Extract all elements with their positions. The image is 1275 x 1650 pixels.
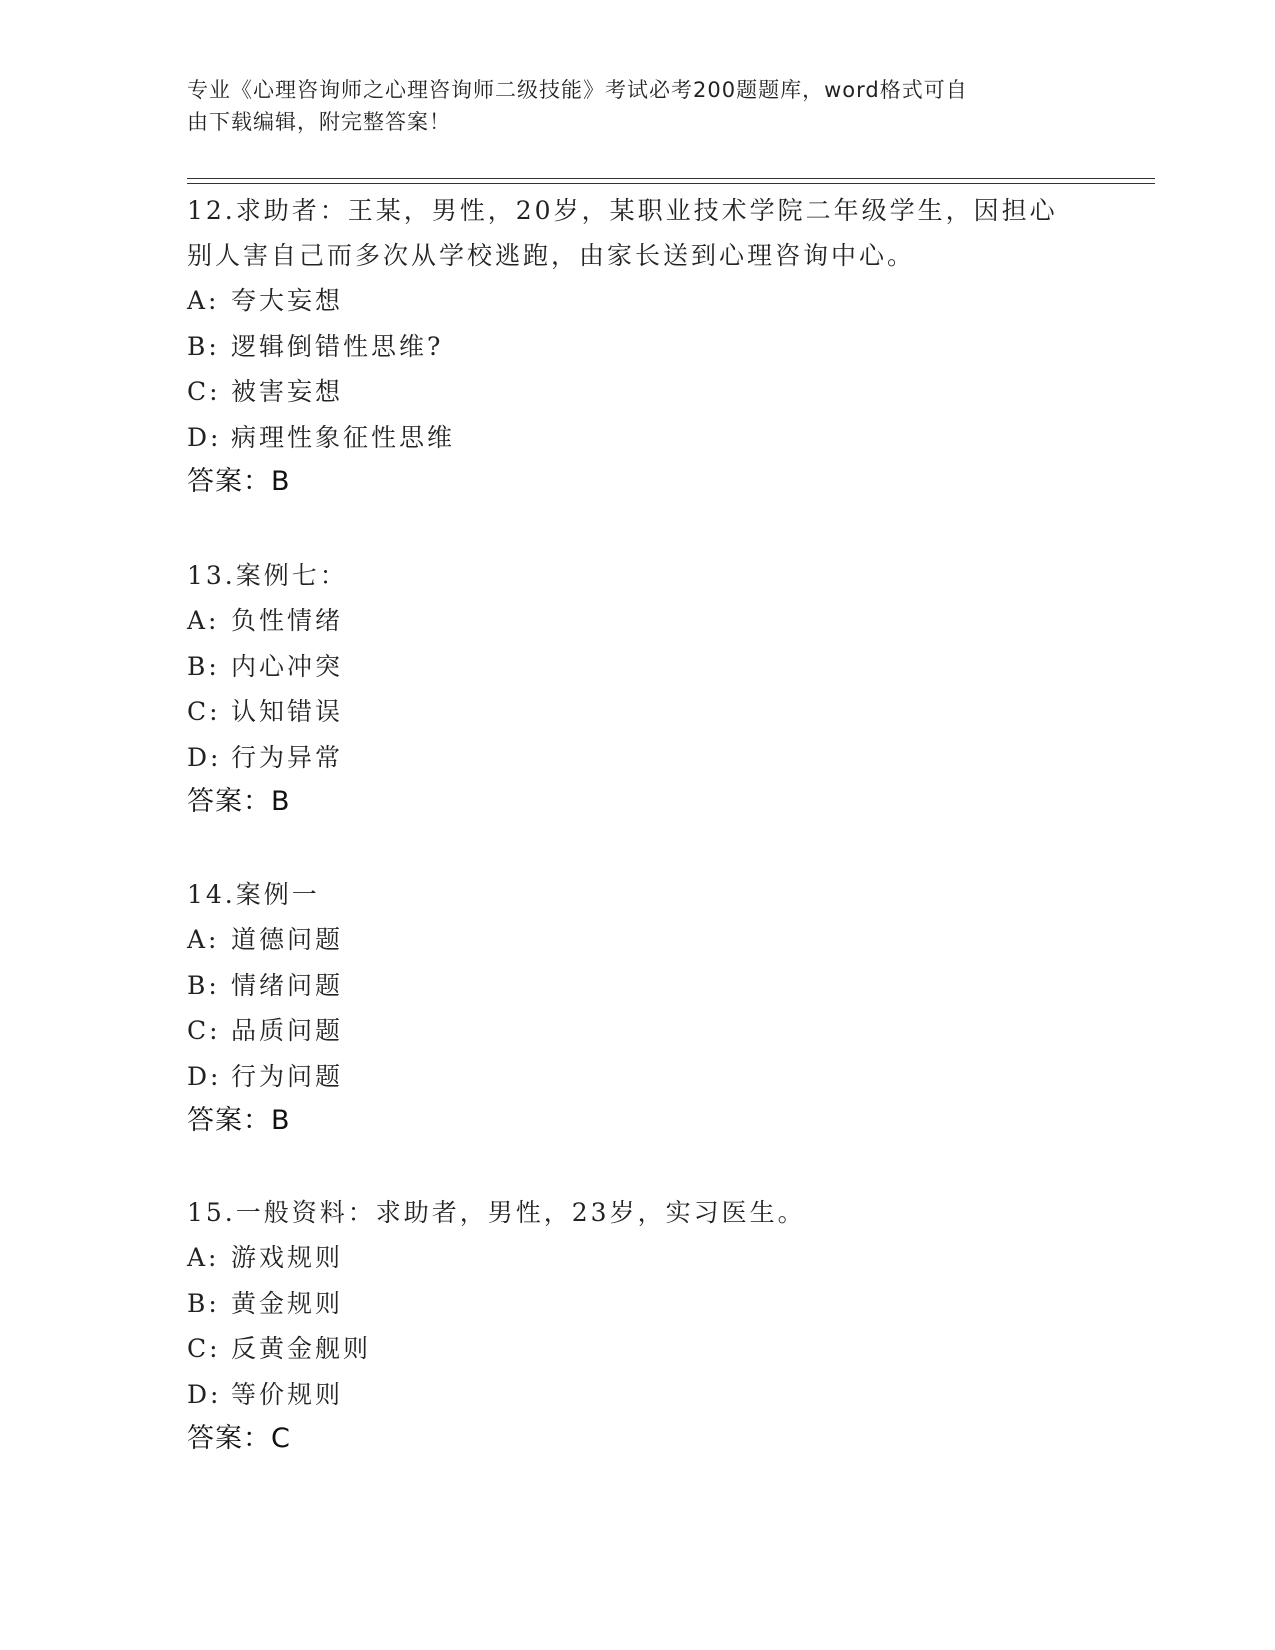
option-key: D: (187, 742, 222, 772)
option-text: 夸大妄想 (231, 286, 344, 315)
option-key: A: (187, 925, 220, 954)
option-key: B: (187, 651, 220, 681)
option-key: C: (187, 1334, 221, 1363)
option-a (187, 278, 1087, 324)
answer-line: 答案：B (187, 786, 291, 817)
header-divider-top (187, 178, 1155, 179)
answer-line: 答案：B (187, 466, 291, 497)
option-c (187, 1326, 1087, 1372)
answer-line: 答案：B (187, 1105, 291, 1136)
option-key: B: (187, 331, 220, 361)
option-d (187, 1054, 1087, 1100)
option-text: 被害妄想 (231, 377, 344, 406)
header-line-1: 专业《心理咨询师之心理咨询师二级技能》考试必考200题题库，word格式可自 (187, 78, 968, 102)
question-stem-line-1: 13.案例七： (187, 561, 348, 590)
question-15 (187, 1190, 1087, 1461)
option-text: 认知错误 (231, 697, 344, 726)
question-13 (187, 553, 1087, 824)
option-key: D: (187, 1379, 222, 1409)
option-d (187, 415, 1087, 461)
option-text: 行为问题 (231, 1061, 344, 1091)
question-stem-line-1: 15.一般资料：求助者，男性，23岁，实习医生。 (187, 1198, 806, 1227)
option-text: 内心冲突 (231, 651, 344, 681)
option-key: D: (187, 422, 222, 452)
option-key: B: (187, 1288, 220, 1318)
option-key: C: (187, 697, 221, 726)
option-text: 负性情绪 (231, 606, 344, 635)
question-stem (187, 872, 1087, 917)
option-a (187, 917, 1087, 963)
document-header (187, 74, 1077, 138)
option-text: 品质问题 (231, 1016, 344, 1045)
option-c (187, 689, 1087, 735)
option-text: 逻辑倒错性思维? (231, 331, 444, 361)
option-text: 道德问题 (231, 925, 344, 954)
header-divider-bottom (187, 183, 1155, 184)
option-key: C: (187, 1016, 221, 1045)
option-d (187, 735, 1087, 781)
option-text: 游戏规则 (231, 1243, 344, 1272)
option-text: 情绪问题 (231, 970, 344, 1000)
option-b (187, 1281, 1087, 1327)
question-stem (187, 1190, 1087, 1235)
question-14 (187, 872, 1087, 1143)
option-a (187, 598, 1087, 644)
option-b (187, 963, 1087, 1009)
option-d (187, 1372, 1087, 1418)
option-c (187, 369, 1087, 415)
question-stem (187, 553, 1087, 598)
option-b (187, 324, 1087, 370)
option-text: 病理性象征性思维 (231, 422, 456, 452)
question-stem-line-1: 14.案例一 (187, 880, 320, 909)
option-text: 黄金规则 (231, 1288, 344, 1318)
option-key: A: (187, 1243, 220, 1272)
question-12 (187, 188, 1087, 504)
option-key: B: (187, 970, 220, 1000)
option-key: A: (187, 606, 220, 635)
question-stem-line-2: 别人害自己而多次从学校逃跑，由家长送到心理咨询中心。 (187, 241, 916, 270)
option-text: 行为异常 (231, 742, 344, 772)
option-key: C: (187, 377, 221, 406)
answer-line: 答案：C (187, 1423, 291, 1454)
question-stem-line-1: 12.求助者：王某，男性，20岁，某职业技术学院二年级学生，因担心 (187, 196, 1058, 225)
option-key: A: (187, 286, 220, 315)
option-c (187, 1008, 1087, 1054)
option-text: 反黄金舰则 (231, 1334, 372, 1363)
option-key: D: (187, 1061, 222, 1091)
option-a (187, 1235, 1087, 1281)
header-line-2: 由下载编辑，附完整答案！ (187, 110, 451, 134)
option-b (187, 644, 1087, 690)
option-text: 等价规则 (231, 1379, 344, 1409)
question-stem (187, 188, 1087, 278)
